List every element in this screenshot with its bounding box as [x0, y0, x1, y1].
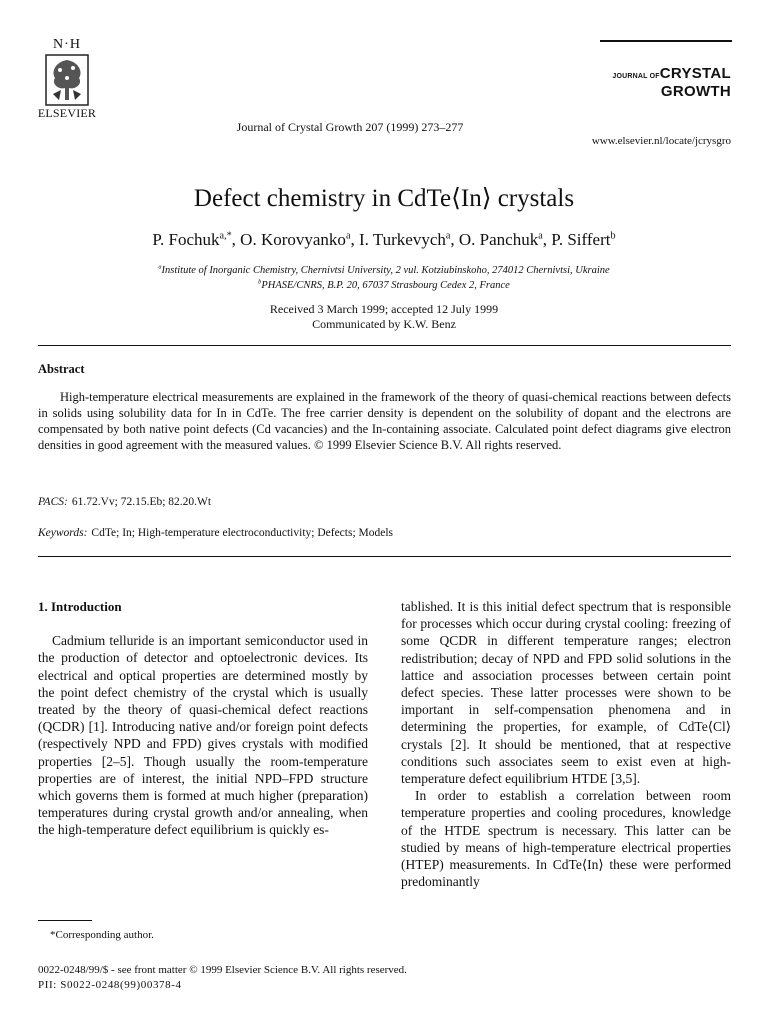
- abstract-text: High-temperature electrical measurements are explained in the framework of the theory of quasi-chemical reactions between defects in solids using solubility data for In in CdTe. The free carrier density is dependent on the solubility of dopant and the electrons are compensated by both native point defects (Cd vacancies) and the In-containing associate. Calculated point defect diagrams give electron densities in good agreement with the measured values. © 1999 Elsevier Science B.V. All rights reserved.: [38, 390, 731, 452]
- body-column-right: [401, 598, 731, 890]
- abstract-heading: Abstract: [38, 362, 85, 376]
- author-affiliation-mark: b: [610, 230, 616, 242]
- affiliation-mark: b: [258, 278, 262, 286]
- author: P. Fochuk: [152, 230, 220, 249]
- author-affiliation-mark: a,*: [219, 230, 232, 242]
- body-paragraph: tablished. It is this initial defect spectrum that is responsible for processes which occur during crystal cooling: freezing of some QCDR in different temperature ranges; electron redistribution; decay of NPD and FPD solid solutions in the lattice and association processes between certain point defect species. These latter processes were shown to be important in self-compensation phenomena and in determining the properties, for example, of CdTe⟨Cl⟩ crystals [2]. It should be mentioned, that at respective conditions such associates seem to exist even at high-temperature defect equilibrium HTDE [3,5].: [401, 599, 731, 787]
- pacs-line: [38, 496, 211, 508]
- author-list: P. Fochuk$^{a,*}$, O. Korovyanko$^a$, I. Turkevych$^a$, O. Panchuk$^a$, P. Siffert$^b$: [152, 230, 616, 249]
- keywords-value: CdTe; In; High-temperature electroconductivity; Defects; Models: [91, 527, 394, 539]
- copyright-line: 0022-0248/99/$ - see front matter © 1999 Elsevier Science B.V. All rights reserved.: [38, 964, 407, 976]
- publisher-mark: N·H: [53, 37, 81, 52]
- journal-logo: [560, 66, 731, 99]
- footnote: *Corresponding author.: [50, 929, 154, 941]
- affiliation-a: [0, 265, 768, 276]
- elsevier-tree-icon: [45, 54, 89, 106]
- footnote-divider: [38, 920, 92, 921]
- communicated-by: Communicated by K.W. Benz: [312, 317, 456, 331]
- pacs-value: 61.72.Vv; 72.15.Eb; 82.20.Wt: [71, 496, 212, 508]
- affiliation-text: Institute of Inorganic Chemistry, Chernivtsi University, 2 vul. Kotziubinskoho, 274012 Chernivtsi, Ukraine: [161, 265, 610, 276]
- author-affiliation-mark: a: [345, 230, 351, 242]
- author: P. Siffert: [551, 230, 611, 249]
- author-affiliation-mark: a: [445, 230, 451, 242]
- affiliation-b: [0, 280, 768, 291]
- journal-logo-rule: [600, 40, 732, 42]
- divider: [38, 556, 731, 557]
- keywords-line: [38, 527, 393, 539]
- journal-logo-line2: GROWTH: [660, 83, 731, 100]
- author: O. Panchuk: [458, 230, 539, 249]
- abstract-body: [38, 389, 731, 453]
- affiliation-mark: a: [158, 263, 162, 271]
- body-column-left: [38, 598, 368, 839]
- journal-logo-line1: CRYSTAL: [659, 65, 731, 82]
- pii-line: PII: S0022-0248(99)00378-4: [38, 979, 182, 991]
- author-affiliation-mark: a: [538, 230, 543, 242]
- body-paragraph: Cadmium telluride is an important semiconductor used in the production of detector and optoelectronic devices. Its electrical and optical properties are determined mostly by the point defect chemistry of the crystal which is usually treated by the theory of quasi-chemical defect reactions (QCDR) [1]. Introducing native and/or foreign point defects (respectively NPD and FPD) gives crystals with modified properties [2–5]. Though usually the room-temperature properties are of interest, the initial NPD–FPD structure which governs them is formed at much higher (preparation) temperatures during crystal growth and/or annealing, when the high-temperature defect equilibrium is quickly es-: [38, 633, 368, 838]
- affiliation-text: PHASE/CNRS, B.P. 20, 67037 Strasbourg Cedex 2, France: [261, 280, 510, 291]
- author: I. Turkevych: [358, 230, 446, 249]
- publisher-logo: [36, 38, 98, 120]
- pacs-label: PACS:: [38, 496, 68, 508]
- received-dates: Received 3 March 1999; accepted 12 July 1999: [269, 302, 499, 316]
- author: O. Korovyanko: [240, 230, 346, 249]
- paper-title: Defect chemistry in CdTe⟨In⟩ crystals: [193, 185, 575, 212]
- keywords-label: Keywords:: [38, 527, 88, 539]
- divider: [38, 345, 731, 346]
- journal-logo-small: JOURNAL OF: [612, 73, 660, 80]
- publisher-name: ELSEVIER: [37, 106, 97, 120]
- body-paragraph: In order to establish a correlation between room temperature properties and cooling procedures, knowledge of the HTDE spectrum is necessary. This latter can be studied by means of high-temperature electrical properties (HTEP) measurements. In CdTe⟨In⟩ these were performed predominantly: [401, 788, 731, 890]
- journal-citation: Journal of Crystal Growth 207 (1999) 273–277: [236, 120, 464, 134]
- journal-website[interactable]: www.elsevier.nl/locate/jcrysgro: [591, 135, 731, 147]
- section-heading: 1. Introduction: [38, 599, 122, 614]
